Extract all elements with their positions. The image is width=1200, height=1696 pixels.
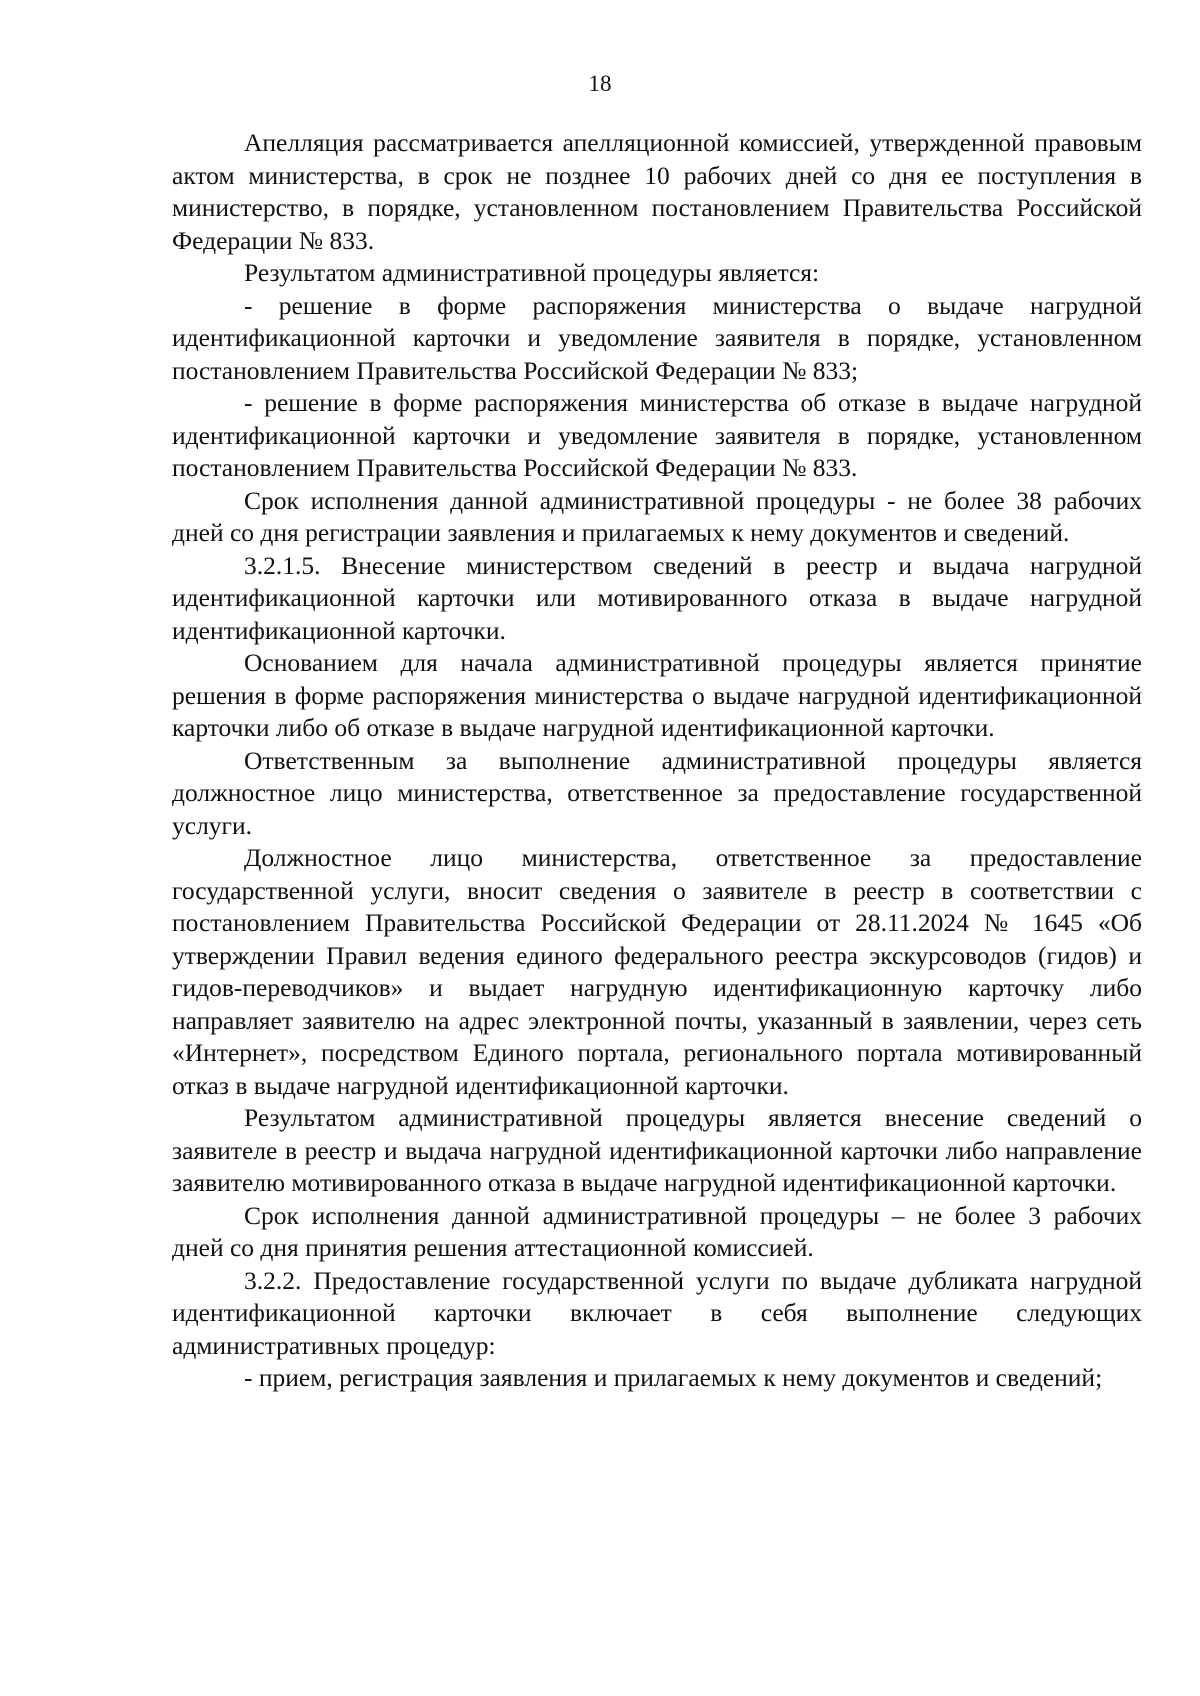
- paragraph-term-38-days: Срок исполнения данной административной процедуры - не более 38 рабочих дней со дня регистрации заявления и прилагаемых к нему документов и сведений.: [172, 485, 1142, 547]
- list-item-issue-decision: - решение в форме распоряжения министерства о выдаче нагрудной идентификационной карточки и уведомление заявителя в порядке, установленном постановлением Правительства Российской Федерации № 833;: [172, 290, 1142, 385]
- paragraph-official-actions: Должностное лицо министерства, ответственное за предоставление государственной услуги, вносит сведения о заявителе в реестр в соответствии с постановлением Правительства Российской Федерации от 28.11.2024 № 1645 «Об утверждении Правил ведения единого федерального реестра экскурсоводов (гидов) и гидов-переводчиков» и выдает нагрудную идентификационную карточку либо направляет заявителю на адрес электронной почты, указанный в заявлении, через сеть «Интернет», посредством Единого портала, регионального портала мотивированный отказ в выдаче нагрудной идентификационной карточки.: [172, 843, 1142, 1100]
- list-item-refusal-decision: - решение в форме распоряжения министерства об отказе в выдаче нагрудной идентификационной карточки и уведомление заявителя в порядке, установленном постановлением Правительства Российской Федерации № 833.: [172, 388, 1142, 482]
- paragraph-term-3-days: Срок исполнения данной административной процедуры – не более 3 рабочих дней со дня принятия решения аттестационной комиссией.: [172, 1200, 1142, 1262]
- paragraph-procedure-result: Результатом административной процедуры является внесение сведений о заявителе в реестр и выдача нагрудной идентификационной карточки либо направление заявителю мотивированного отказа в выдаче нагрудной идентификационной карточки.: [172, 1103, 1142, 1197]
- list-item-reception: - прием, регистрация заявления и прилагаемых к нему документов и сведений;: [244, 1363, 1103, 1392]
- paragraph-appeal: Апелляция рассматривается апелляционной комиссией, утвержденной правовым актом министерства, в срок не позднее 10 рабочих дней со дня ее поступления в министерство, в порядке, установленном постановлением Правительства Российской Федерации № 833.: [172, 128, 1142, 255]
- paragraph-responsible: Ответственным за выполнение административной процедуры является должностное лицо министерства, ответственное за предоставление государственной услуги.: [172, 745, 1142, 840]
- paragraph-section-3-2-2: 3.2.2. Предоставление государственной услуги по выдаче дубликата нагрудной идентификационной карточки включает в себя выполнение следующих административных процедур:: [172, 1265, 1142, 1360]
- document-body: [172, 127, 1142, 1395]
- paragraph-basis: Основанием для начала административной процедуры является принятие решения в форме распоряжения министерства о выдаче нагрудной идентификационной карточки либо об отказе в выдаче нагрудной идентификационной карточки.: [172, 648, 1142, 742]
- paragraph-result-intro: Результатом административной процедуры является:: [244, 258, 820, 287]
- paragraph-section-3-2-1-5: 3.2.1.5. Внесение министерством сведений в реестр и выдача нагрудной идентификационной карточки или мотивированного отказа в выдаче нагрудной идентификационной карточки.: [172, 550, 1142, 645]
- page-number: 18: [588, 71, 612, 96]
